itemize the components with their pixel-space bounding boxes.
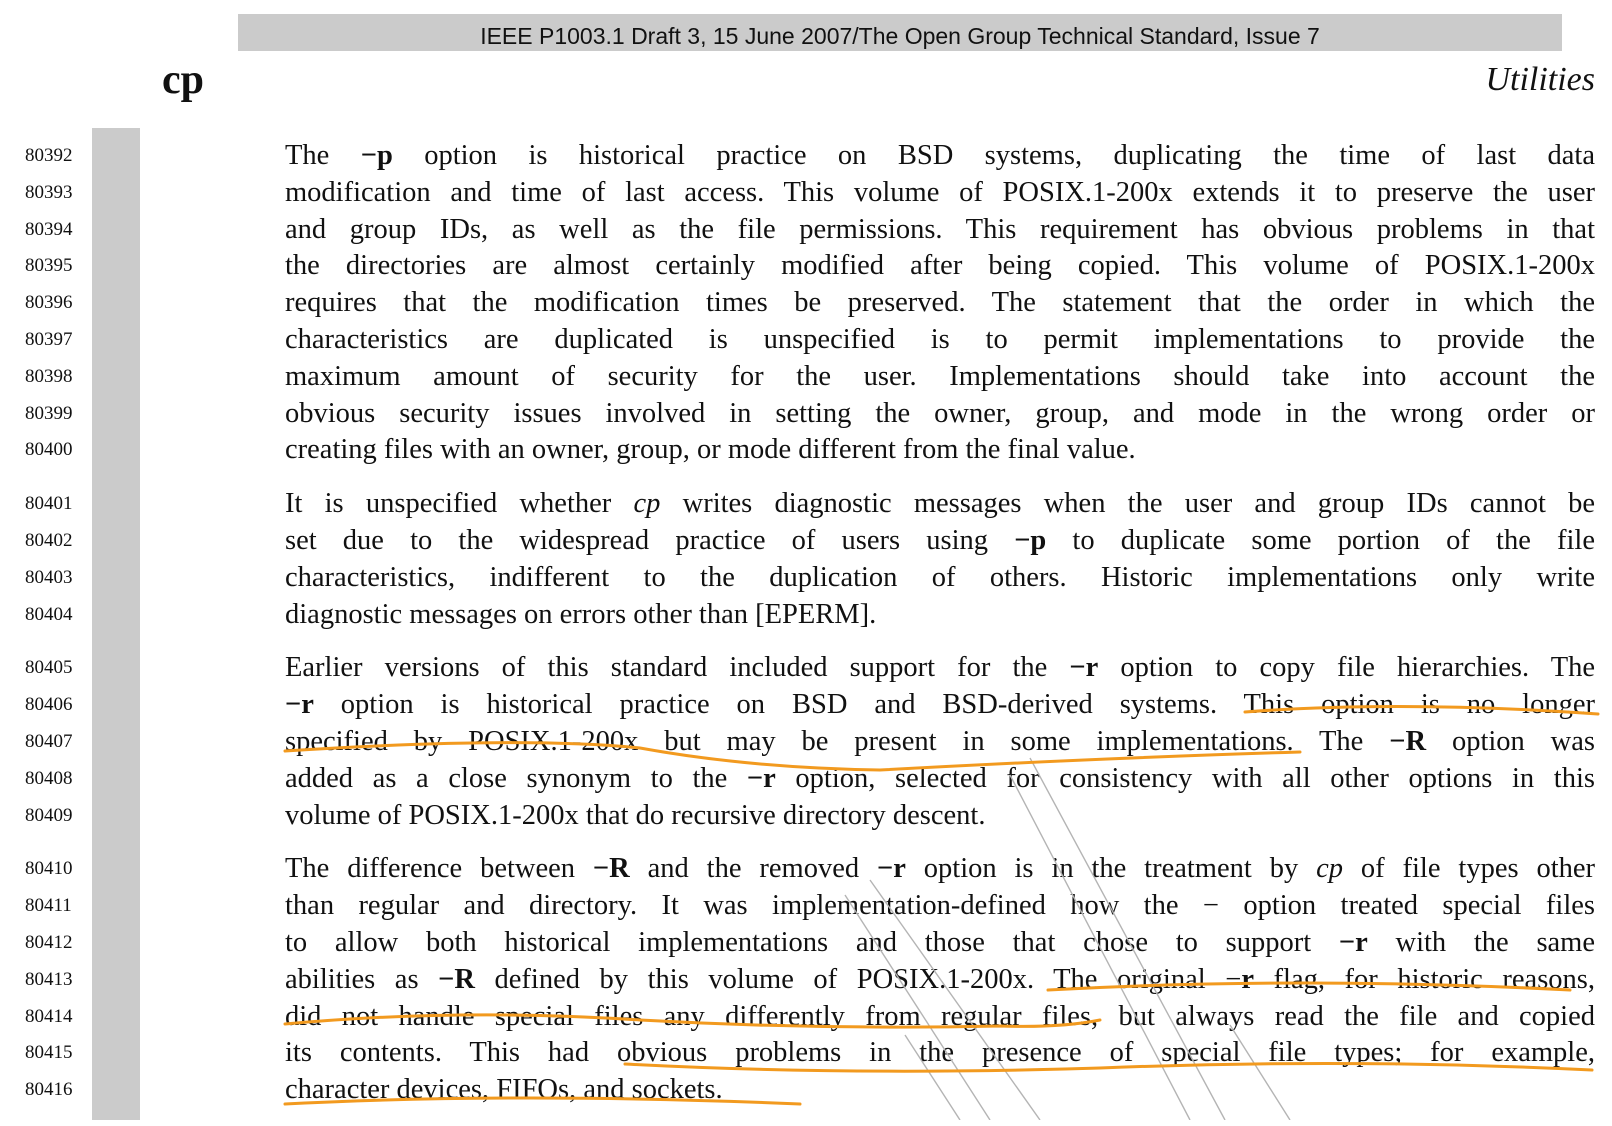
- text-run: defined by this volume of POSIX.1-200x.: [474, 963, 1054, 995]
- utility-name: cp: [1316, 853, 1343, 885]
- line-number: 80399: [25, 402, 73, 424]
- line-text: [285, 359, 1595, 396]
- line-number: 80398: [25, 365, 73, 387]
- text-line: [0, 359, 1612, 396]
- text-line: [0, 1072, 1612, 1109]
- highlighted-text: The original −: [1053, 963, 1242, 995]
- utility-name: cp: [633, 488, 661, 520]
- text-run: option was: [1426, 725, 1595, 757]
- text-run: creating files with an owner, group, or mode different from the final value.: [285, 434, 1136, 466]
- text-run: of file types other: [1343, 853, 1596, 885]
- line-text: [285, 687, 1595, 724]
- text-line: [0, 248, 1612, 285]
- line-text: [285, 925, 1595, 962]
- section-category: Utilities: [1485, 61, 1595, 98]
- text-run: with the same: [1367, 926, 1595, 958]
- text-run: than regular and directory. It was implementation-defined how the − option treated special files: [285, 890, 1595, 922]
- text-run: option is historical practice on BSD and BSD-derived systems.: [313, 689, 1244, 721]
- line-number: 80401: [25, 493, 73, 515]
- text-line: [0, 798, 1612, 835]
- option-flag: −r: [285, 689, 314, 721]
- text-line: [0, 650, 1612, 687]
- text-line: [0, 925, 1612, 962]
- line-text: [285, 1072, 1595, 1109]
- line-text: [285, 212, 1595, 249]
- text-line: [0, 888, 1612, 925]
- line-number: 80395: [25, 255, 73, 277]
- text-run: set due to the widespread practice of users using: [285, 524, 1015, 556]
- text-run: modification and time of last access. This volume of POSIX.1-200x extends it to preserve the user: [285, 176, 1595, 208]
- text-line: [0, 175, 1612, 212]
- option-flag: −p: [360, 140, 393, 171]
- line-number: 80405: [25, 657, 73, 679]
- text-line: [0, 432, 1612, 469]
- text-run: option to copy file hierarchies. The: [1098, 652, 1596, 684]
- text-run: volume of POSIX.1-200x that do recursive directory descent.: [285, 799, 986, 831]
- line-number: 80408: [25, 767, 73, 789]
- line-text: [285, 761, 1595, 798]
- line-text: [285, 523, 1595, 560]
- section-name: cp: [162, 57, 204, 103]
- paragraph: [0, 486, 1612, 633]
- line-number: 80415: [25, 1042, 73, 1064]
- option-flag: −R: [1389, 725, 1427, 757]
- text-run: abilities as: [285, 963, 439, 995]
- line-text: [285, 322, 1595, 359]
- text-line: [0, 523, 1612, 560]
- line-text: [285, 999, 1595, 1036]
- highlighted-text: flag, for historic reasons,: [1253, 963, 1595, 995]
- text-run: added as a close synonym to the: [285, 762, 747, 794]
- option-flag: −r: [1338, 926, 1368, 958]
- highlighted-text: did not handle special files any differently from regular files: [285, 1000, 1092, 1032]
- line-number: 80393: [25, 181, 73, 203]
- line-text: [285, 1035, 1595, 1072]
- text-run: characteristics, indifferent to the duplication of others. Historic implementations only write: [285, 561, 1595, 593]
- text-line: [0, 486, 1612, 523]
- option-flag: −r: [1069, 652, 1099, 684]
- line-number: 80404: [25, 603, 73, 625]
- text-run: option is historical practice on BSD systems, duplicating the time of last data: [392, 140, 1595, 171]
- highlighted-text: This option is no longer: [1243, 689, 1595, 721]
- text-run: to duplicate some portion of the file: [1046, 524, 1595, 556]
- line-number: 80414: [25, 1005, 73, 1027]
- text-run: and the removed: [629, 853, 877, 885]
- text-run: . The: [1286, 725, 1390, 757]
- line-number: 80400: [25, 439, 73, 461]
- highlighted-option-flag: r: [1241, 963, 1254, 995]
- line-number: 80396: [25, 292, 73, 314]
- text-run: and group IDs, as well as the file permissions. This requirement has obvious problems in that: [285, 213, 1595, 245]
- text-line: [0, 761, 1612, 798]
- text-run: option is in the treatment by: [905, 853, 1317, 885]
- highlighted-text: specified by POSIX.1-200x but may be present in some implementations: [285, 725, 1287, 757]
- text-line: [0, 212, 1612, 249]
- line-text: [285, 798, 1595, 835]
- text-run: , but always read the file and copied: [1091, 1000, 1595, 1032]
- line-number: 80403: [25, 566, 73, 588]
- running-header-banner: [238, 14, 1562, 51]
- text-run: option, selected for consistency with all other options in this: [775, 762, 1595, 794]
- text-run: requires that the modification times be preserved. The statement that the order in which the: [285, 287, 1595, 319]
- option-flag: −p: [1014, 524, 1047, 556]
- text-run: diagnostic messages on errors other than [EPERM].: [285, 598, 877, 630]
- option-flag: −r: [877, 853, 906, 885]
- text-run: characteristics are duplicated is unspecified is to permit implementations to provide the: [285, 323, 1595, 355]
- text-run: to allow both historical implementations and those that chose to support: [285, 926, 1339, 958]
- line-text: [285, 396, 1595, 433]
- text-run: It is unspecified whether: [285, 488, 634, 520]
- highlighted-text: character devices, FIFOs, and sockets.: [285, 1074, 723, 1106]
- text-run: its contents. This had: [285, 1037, 618, 1069]
- text-line: [0, 851, 1612, 888]
- line-number: 80402: [25, 529, 73, 551]
- text-run: the directories are almost certainly modified after being copied. This volume of POSIX.1-200x: [285, 250, 1595, 282]
- text-line: [0, 962, 1612, 999]
- option-flag: −R: [592, 853, 630, 885]
- line-number: 80407: [25, 730, 73, 752]
- line-number: 80392: [25, 145, 73, 166]
- line-number: 80411: [25, 895, 72, 917]
- line-number: 80410: [25, 858, 73, 880]
- line-text: [285, 486, 1595, 523]
- line-number: 80406: [25, 694, 73, 716]
- text-line: [0, 724, 1612, 761]
- header-banner-text: IEEE P1003.1 Draft 3, 15 June 2007/The Open Group Technical Standard, Issue 7: [480, 23, 1320, 49]
- text-run: obvious security issues involved in setting the owner, group, and mode in the wrong order or: [285, 397, 1595, 429]
- highlighted-text: obvious problems in the presence of special file types; for example,: [617, 1037, 1595, 1069]
- line-text: [285, 138, 1595, 175]
- line-number: 80394: [25, 218, 73, 240]
- line-number: 80409: [25, 804, 73, 826]
- line-text: [285, 650, 1595, 687]
- line-text: [285, 962, 1595, 999]
- line-text: [285, 597, 1595, 634]
- line-text: [285, 560, 1595, 597]
- line-text: [285, 724, 1595, 761]
- text-line: [0, 138, 1612, 175]
- text-line: [0, 1035, 1612, 1072]
- line-text: [285, 175, 1595, 212]
- line-text: [285, 432, 1595, 469]
- text-run: The: [285, 140, 361, 171]
- text-line: [0, 396, 1612, 433]
- text-run: The difference between: [285, 853, 593, 885]
- line-text: [285, 248, 1595, 285]
- line-number: 80413: [25, 968, 73, 990]
- line-number: 80397: [25, 328, 73, 350]
- text-run: Earlier versions of this standard included support for the: [285, 652, 1070, 684]
- text-line: [0, 597, 1612, 634]
- option-flag: −r: [746, 762, 776, 794]
- line-number: 80416: [25, 1079, 73, 1101]
- paragraph: [0, 851, 1612, 1109]
- option-flag: −R: [438, 963, 475, 995]
- text-run: writes diagnostic messages when the user and group IDs cannot be: [660, 488, 1596, 520]
- text-line: [0, 999, 1612, 1036]
- line-text: [285, 851, 1595, 888]
- text-line: [0, 687, 1612, 724]
- text-line: [0, 322, 1612, 359]
- line-number: 80412: [25, 931, 73, 953]
- paragraph: [0, 650, 1612, 834]
- text-run: maximum amount of security for the user. Implementations should take into account the: [285, 360, 1595, 392]
- text-line: [0, 285, 1612, 322]
- line-text: [285, 285, 1595, 322]
- text-line: [0, 560, 1612, 597]
- rationale-text: [0, 138, 1612, 1126]
- line-text: [285, 888, 1595, 925]
- paragraph: [0, 138, 1612, 469]
